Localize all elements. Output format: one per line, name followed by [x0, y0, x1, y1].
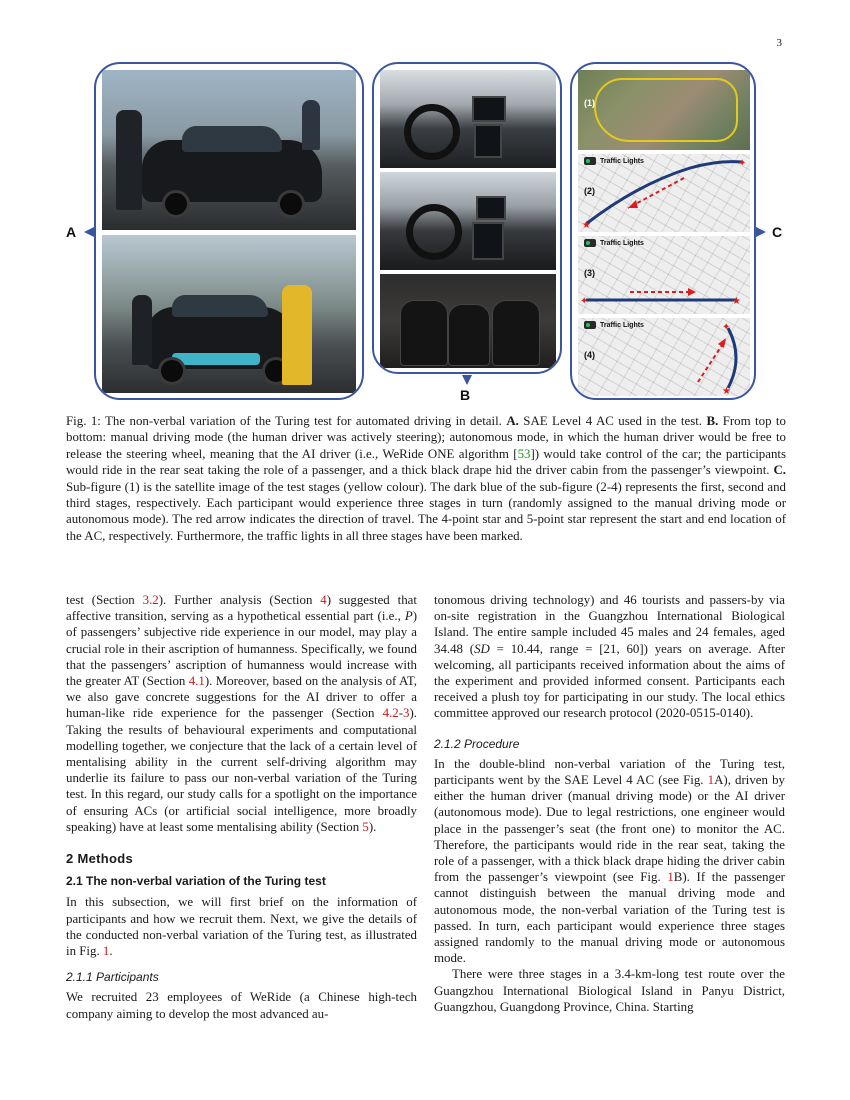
panel-c-pointer	[756, 227, 766, 237]
section-ref-link[interactable]: 4.2	[382, 706, 399, 721]
section-ref-link[interactable]: 4.1	[188, 674, 205, 689]
intro-paragraph	[66, 592, 417, 835]
caption-b-label: B.	[706, 414, 719, 428]
manual-driving-photo	[380, 70, 556, 168]
figure-1	[66, 62, 786, 402]
svg-text:✦: ✦	[738, 158, 747, 169]
svg-text:★: ★	[732, 296, 741, 307]
caption-a-label: A.	[506, 414, 519, 428]
text-run: In this subsection, we will first brief on the information of participants and how we recruit them. Next, we give the details of the conducted non-verbal variation of the Turing test, as illustrated in Fig.	[66, 895, 417, 959]
traffic-light-icon	[584, 321, 596, 329]
figure-ref-link[interactable]: 1	[707, 773, 715, 788]
subsubsection-heading-procedure: 2.1.2 Procedure	[434, 736, 520, 751]
panel-c	[570, 62, 756, 400]
section-ref-link[interactable]: 4	[320, 593, 327, 607]
text-run: ). Further analysis (Section	[158, 593, 321, 607]
procedure-paragraph	[434, 756, 785, 967]
panel-label-a: A	[66, 224, 77, 240]
sub-label-4: (4)	[584, 350, 595, 360]
math-variable: P	[404, 609, 413, 624]
svg-text:★: ★	[582, 220, 591, 231]
math-variable: SD	[474, 641, 490, 656]
subsubsection-heading-participants: 2.1.1 Participants	[66, 970, 159, 985]
text-run: ) suggested that affective transition, serving as a hypothetical essential part (i.e.,	[66, 593, 417, 624]
svg-text:✦: ✦	[722, 322, 731, 333]
text-run: ). Moreover, based on the analysis of AT, we also gave concrete suggestions for the AI driver to offer a human-like ride experience for the passenger (Section	[66, 674, 417, 721]
text-run: test (Section	[66, 593, 143, 607]
panel-a	[94, 62, 364, 400]
satellite-image	[578, 70, 750, 150]
caption-intro: The non-verbal variation of the Turing test for automated driving in detail.	[105, 414, 502, 428]
section-ref-link[interactable]: 3.2	[142, 593, 159, 607]
panel-label-c: C	[772, 224, 783, 240]
stage-map-3	[578, 318, 750, 396]
stage-map-1	[578, 154, 750, 232]
text-run: tonomous driving technology) and 46 tourists and passers-by via on-site registration in the Guangzhou International Biological Island. The entire sample included 45 males and 24 females, aged 34.48 (	[434, 593, 785, 656]
citation-link[interactable]: 53	[517, 446, 531, 461]
sub-label-3: (3)	[584, 268, 595, 278]
stage-map-2	[578, 236, 750, 314]
figure-ref-link[interactable]: 1	[102, 944, 110, 959]
text-run: In the double-blind non-verbal variation of the Turing test, participants went by the SAE Level 4 AC (see Fig.	[434, 756, 785, 788]
text-run: ).	[368, 819, 377, 834]
sub-label-1: (1)	[584, 98, 595, 108]
panel-b-pointer	[462, 375, 472, 385]
test-route-outline	[594, 78, 738, 142]
section-ref-link[interactable]: 3	[403, 706, 410, 721]
caption-a-text: SAE Level 4 AC used in the test.	[523, 414, 703, 428]
text-run: = 10.44, range = [21, 60]) years on average. After welcoming, all participants received information about the aims of the experiment and provided informed consent. Participants each received a plush toy for participating in our study. The local ethics committee approved our research protocol (2020-0515-0140).	[434, 641, 785, 721]
participants-paragraph: We recruited 23 employees of WeRide (a Chinese high-tech company aiming to develop the most advanced au-	[66, 990, 417, 1021]
figure-ref-link[interactable]: 1	[667, 870, 674, 885]
figure-caption	[66, 413, 786, 544]
right-column	[434, 592, 785, 1015]
text-run: ). Taking the results of behavioural experiments and computational modelling together, we conjecture that the lack of a certain level of mentalising ability in the current self-driving algorithm may underlie its failure to pass our non-verbal variation of the Turing test. In this regard, our study calls for a spotlight on the importance of ensuring ACs (or artificial social intelligence, more broadly speaking) have at least some mentalising ability (Section	[66, 706, 417, 834]
traffic-lights-label: Traffic Lights	[600, 322, 644, 329]
traffic-light-icon	[584, 157, 596, 165]
caption-fig-label: Fig. 1:	[66, 414, 101, 428]
text-run: B). If the passenger cannot distinguish between the manual driving mode and autonomous mode, the non-verbal variation of the Turing test is passed. In turn, each participant would experience three stages assigned randomly to the manual driving mode or autonomous mode.	[434, 870, 785, 966]
caption-b-text: From top to bottom: manual driving mode (the human driver was actively steering); autonomous mode, in which the human driver would be free to release the steering wheel, meaning that the AI driver (i.e., WeRide ONE algorithm [	[66, 414, 786, 461]
text-run: .	[109, 944, 113, 959]
left-column	[66, 592, 417, 1022]
panel-a-pointer	[84, 227, 94, 237]
subsection-heading: 2.1 The non-verbal variation of the Turing test	[66, 874, 326, 889]
caption-c-text: Sub-figure (1) is the satellite image of the test stages (yellow colour). The dark blue of the sub-figure (2-4) represents the first, second and third stages, respectively. Each participant would experience three stages in turn (randomly assigned to the manual driving mode or autonomous mode). The red arrow indicates the direction of travel. The 4-point star and 5-point star represent the start and end location of the AC, respectively. Furthermore, the traffic lights in all three stages have been marked.	[66, 479, 786, 543]
text-run: A), driven by either the human driver (manual driving mode) or the AI driver (autonomous mode). Due to legal restrictions, one engineer would place in the passenger’s seat (the front one) to monitor the AC. Therefore, the participants would ride in the rear seat, taking the role of a passenger, with a thick black drape hiding the driver cabin from the passenger’s viewpoint (see Fig.	[434, 773, 785, 885]
section-heading-methods: 2 Methods	[66, 851, 133, 867]
text-run: -	[398, 706, 404, 721]
rear-seat-photo	[380, 274, 556, 368]
traffic-lights-label: Traffic Lights	[600, 158, 644, 165]
traffic-lights-label: Traffic Lights	[600, 240, 644, 247]
panel-b	[372, 62, 562, 374]
subsection-intro-paragraph	[66, 894, 417, 959]
panel-label-b: B	[460, 387, 471, 403]
caption-c-label: C.	[773, 463, 786, 478]
page-number: 3	[776, 37, 782, 49]
route-paragraph: There were three stages in a 3.4-km-long test route over the Guangzhou International Biological Island in Panyu District, Guangzhou, Guangdong Province, China. Starting	[434, 967, 785, 1014]
autonomous-mode-photo	[380, 172, 556, 270]
text-run: ) of passengers’ subjective ride experience in our model, may play a crucial role in their ascription of humanness. Specifically, we found that the passengers’ ascription of humanness would increase with the greater AT (Section	[66, 609, 417, 689]
section-ref-link[interactable]: 5	[362, 819, 369, 834]
traffic-light-icon	[584, 239, 596, 247]
caption-b-text-end: ]) would take control of the car; the participants would ride in the rear seat taking the role of a passenger, and a thick black drape hid the driver cabin from the passenger’s viewpoint.	[66, 446, 787, 478]
sub-label-2: (2)	[584, 186, 595, 196]
svg-text:★: ★	[722, 386, 731, 396]
car-photo-top	[102, 70, 356, 230]
svg-text:✦: ✦	[580, 296, 589, 307]
participants-paragraph-cont	[434, 592, 785, 722]
car-photo-bottom	[102, 235, 356, 393]
